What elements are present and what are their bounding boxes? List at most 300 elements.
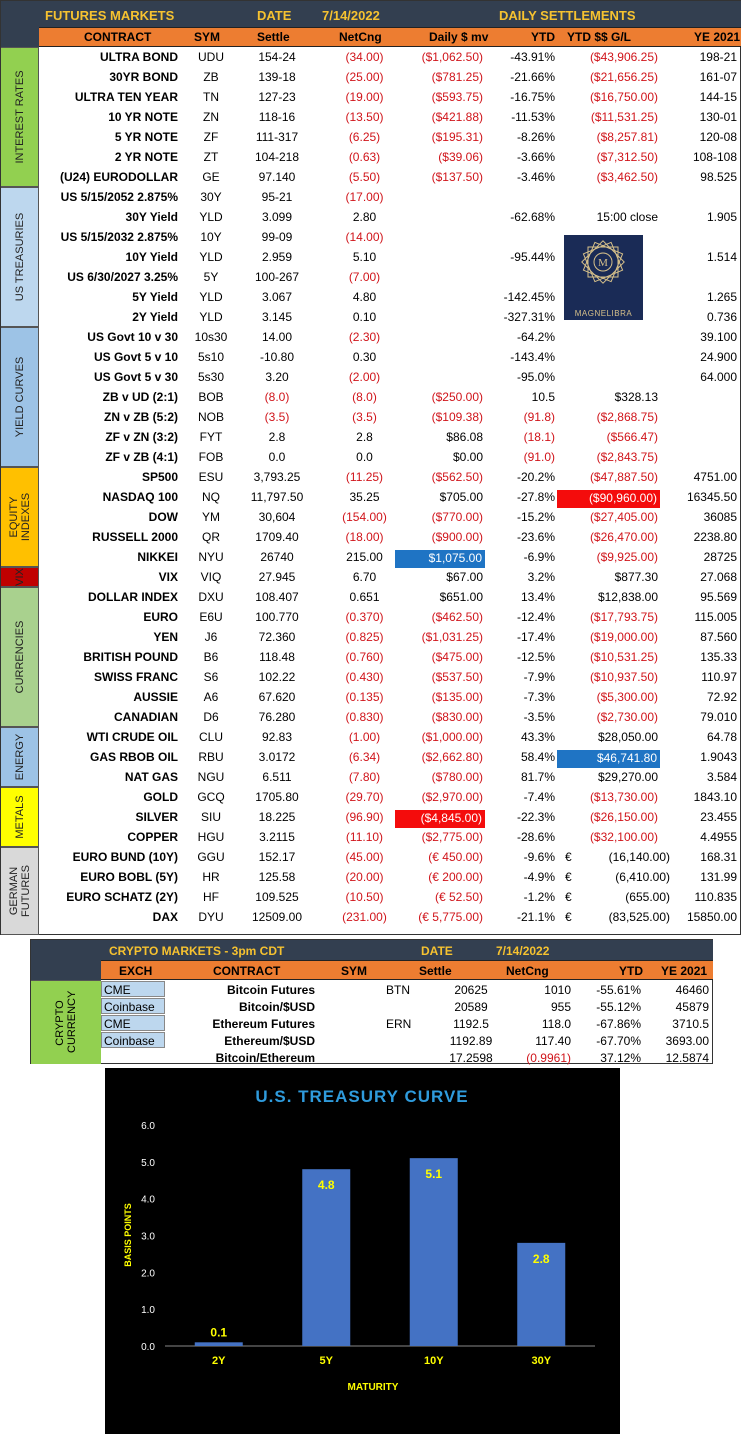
cell-gl: $877.30	[614, 570, 658, 584]
cell-dmv: $1,075.00	[395, 550, 485, 568]
table-row	[39, 327, 741, 347]
crypto-col-contract: CONTRACT	[213, 964, 281, 978]
cell-ytd: -27.8%	[516, 490, 555, 504]
cell-dmv: ($421.88)	[431, 110, 483, 124]
crypto-category-label	[54, 990, 78, 1053]
cell-gl: ($7,312.50)	[596, 150, 658, 164]
cell-name: EURO BOBL (5Y)	[80, 870, 178, 884]
cell-settle: 111-317	[255, 130, 299, 144]
cell-net: (11.25)	[345, 470, 384, 484]
table-row	[39, 907, 741, 927]
cell-net: 0.30	[352, 350, 377, 364]
table-row	[39, 67, 741, 87]
table-row	[39, 207, 741, 227]
cell-dmv: ($135.00)	[431, 690, 483, 704]
crypto-row	[101, 998, 713, 1015]
crypto-row	[101, 1049, 713, 1066]
cell-net: (0.430)	[345, 670, 384, 684]
crypto-cell-ytd: -67.86%	[596, 1017, 641, 1031]
cell-sym: FOB	[198, 450, 224, 464]
cell-ye: 72.92	[706, 690, 737, 704]
cell-net: 0.10	[352, 310, 377, 324]
cell-net: (96.90)	[345, 810, 384, 824]
crypto-cell-settle: 20589	[454, 1000, 488, 1014]
futures-title-bar	[39, 1, 741, 27]
cell-sym: ZF	[203, 130, 219, 144]
cell-sym: D6	[203, 710, 219, 724]
cell-ye: 39.100	[700, 330, 737, 344]
cell-ytd: -11.53%	[511, 110, 555, 124]
crypto-cell-ye: 12.5874	[665, 1051, 709, 1065]
cell-name: 2Y Yield	[132, 310, 178, 324]
cell-dmv: ($475.00)	[431, 650, 483, 664]
cell-net: (154.00)	[342, 510, 387, 524]
table-row	[39, 547, 741, 567]
cell-gl: ($43,906.25)	[589, 50, 658, 64]
table-row	[39, 607, 741, 627]
cell-name: US Govt 10 v 30	[87, 330, 178, 344]
cell-ytd: -3.66%	[516, 150, 555, 164]
cell-settle: 152.17	[258, 850, 296, 864]
cell-name: ULTRA BOND	[100, 50, 178, 64]
cell-ytd: 43.3%	[520, 730, 555, 744]
cell-gl: $28,050.00	[597, 730, 658, 744]
cell-settle: 1705.80	[255, 790, 299, 804]
cell-name: YEN	[153, 630, 178, 644]
cell-net: (3.5)	[352, 410, 377, 424]
cell-net: (2.00)	[348, 370, 381, 384]
crypto-cell-contract: Bitcoin Futures	[226, 983, 315, 997]
cell-name: ZF v ZN (3:2)	[105, 430, 178, 444]
category-energy	[1, 727, 39, 787]
cell-net: (19.00)	[345, 90, 384, 104]
crypto-col-netcng: NetCng	[506, 964, 549, 978]
cell-ye: 198-21	[699, 50, 737, 64]
cell-sym: RBU	[198, 750, 224, 764]
cell-ye: 79.010	[700, 710, 737, 724]
cell-name: US 5/15/2052 2.875%	[60, 190, 178, 204]
cell-gl: $29,270.00	[597, 770, 658, 784]
cell-dmv: ($900.00)	[431, 530, 483, 544]
crypto-cell-ye: 3693.00	[665, 1034, 709, 1048]
cell-sym: 5s30	[197, 370, 225, 384]
cell-sym: NOB	[197, 410, 224, 424]
cell-settle: 1709.40	[255, 530, 299, 544]
crypto-title-bar	[101, 940, 713, 960]
cell-settle: 3.0172	[258, 750, 296, 764]
cell-ytd: 58.4%	[520, 750, 555, 764]
category-label: YIELD CURVES	[13, 356, 26, 438]
category-label: US TREASURIES	[13, 212, 26, 302]
cell-sym: ESU	[198, 470, 224, 484]
cell-settle: 108.407	[255, 590, 299, 604]
cell-sym: HR	[202, 870, 220, 884]
cell-ye: 15850.00	[686, 910, 737, 924]
crypto-col-sym: SYM	[341, 964, 368, 978]
cell-gl: $12,838.00	[597, 590, 658, 604]
crypto-cell-sym: BTN	[386, 983, 410, 997]
cell-name: AUSSIE	[133, 690, 178, 704]
category-us-treasuries	[1, 187, 39, 327]
cell-gl: ($21,656.25)	[589, 70, 658, 84]
cell-name: WTI CRUDE OIL	[86, 730, 178, 744]
cell-settle: 99-09	[261, 230, 293, 244]
cell-settle: 12509.00	[251, 910, 303, 924]
table-row	[39, 567, 741, 587]
magnelibra-logo	[564, 235, 643, 320]
table-corner	[1, 1, 39, 47]
cell-dmv: ($39.06)	[438, 150, 483, 164]
cell-sym: DYU	[198, 910, 224, 924]
cell-gl: ($10,531.25)	[589, 650, 658, 664]
category-vix	[1, 567, 39, 587]
y-tick-label: 3.0	[141, 1231, 155, 1243]
cell-sym: NYU	[198, 550, 224, 564]
cell-settle: 97.140	[258, 170, 296, 184]
chart-title: U.S. TREASURY CURVE	[255, 1087, 469, 1106]
cell-net: (45.00)	[345, 850, 384, 864]
cell-dmv: ($137.50)	[431, 170, 483, 184]
cell-ye: 110.97	[701, 670, 737, 684]
cell-settle: 125.58	[258, 870, 296, 884]
cell-name: NASDAQ 100	[102, 490, 178, 504]
cell-net: (8.0)	[352, 390, 377, 404]
cell-ye: 28725	[703, 550, 737, 564]
euro-symbol: €	[565, 850, 572, 864]
crypto-cell-ytd: -55.12%	[596, 1000, 641, 1014]
cell-settle: 2.8	[268, 430, 286, 444]
cell-settle: (8.0)	[264, 390, 290, 404]
cell-settle: 154-24	[258, 50, 296, 64]
crypto-cell-exch: CME	[101, 981, 165, 997]
cell-settle: 104-218	[254, 150, 300, 164]
cell-dmv: ($4,845.00)	[395, 810, 485, 828]
crypto-cell-settle: 1192.89	[449, 1034, 493, 1048]
col-ye2021: YE 2021	[694, 30, 741, 44]
cell-name: 10Y Yield	[125, 250, 178, 264]
cell-dmv: ($2,775.00)	[421, 830, 483, 844]
cell-ye: 16345.50	[686, 490, 737, 504]
cell-name: RUSSELL 2000	[92, 530, 178, 544]
cell-ytd: 3.2%	[527, 570, 555, 584]
col-netcng: NetCng	[339, 30, 382, 44]
cell-sym: NGU	[197, 770, 225, 784]
cell-net: 4.80	[352, 290, 377, 304]
table-row	[39, 827, 741, 847]
cell-name: COPPER	[127, 830, 178, 844]
col-sym: SYM	[194, 30, 221, 44]
crypto-category	[31, 980, 101, 1064]
col-daily-mv: Daily $ mv	[429, 30, 489, 44]
cell-sym: YLD	[199, 310, 223, 324]
table-row	[39, 667, 741, 687]
cell-dmv: $651.00	[439, 590, 483, 604]
cell-ytd: -20.2%	[516, 470, 555, 484]
cell-name: BRITISH POUND	[83, 650, 178, 664]
cell-gl: ($32,100.00)	[589, 830, 658, 844]
logo-wordmark: MAGNELIBRA	[574, 309, 633, 318]
cell-gl: ($26,470.00)	[589, 530, 658, 544]
crypto-row	[101, 1015, 713, 1032]
col-contract: CONTRACT	[84, 30, 152, 44]
crypto-col-settle: Settle	[419, 964, 452, 978]
futures-column-headers	[39, 27, 741, 47]
cell-name: 30YR BOND	[109, 70, 178, 84]
cell-net: (17.00)	[345, 190, 384, 204]
cell-ytd: 10.5	[531, 390, 555, 404]
cell-net: 2.80	[352, 210, 377, 224]
y-tick-label: 1.0	[141, 1305, 155, 1317]
crypto-date: 7/14/2022	[496, 944, 550, 958]
table-row	[39, 687, 741, 707]
cell-ytd: -4.9%	[523, 870, 555, 884]
cell-gl: (6,410.00)	[615, 870, 670, 884]
cell-ytd: -3.46%	[516, 170, 555, 184]
cell-settle: 139-18	[258, 70, 296, 84]
cell-ye: 1.905	[706, 210, 737, 224]
cell-ytd: -21.1%	[516, 910, 555, 924]
cell-sym: YM	[202, 510, 220, 524]
table-row	[39, 727, 741, 747]
cell-settle: 14.00	[261, 330, 293, 344]
cell-net: (14.00)	[345, 230, 384, 244]
cell-sym: YLD	[199, 250, 223, 264]
cell-ytd: -9.6%	[523, 850, 555, 864]
category-yield-curves	[1, 327, 39, 467]
table-row	[39, 767, 741, 787]
cell-ye: 0.736	[706, 310, 737, 324]
crypto-cell-exch: Coinbase	[101, 998, 165, 1014]
cell-gl: ($17,793.75)	[589, 610, 658, 624]
cell-name: 2 YR NOTE	[114, 150, 178, 164]
cell-gl: ($8,257.81)	[596, 130, 658, 144]
crypto-title: CRYPTO MARKETS - 3pm CDT	[109, 944, 285, 958]
cell-net: (0.135)	[345, 690, 384, 704]
cell-name: NAT GAS	[124, 770, 178, 784]
cell-ytd: -28.6%	[516, 830, 555, 844]
bar	[195, 1342, 243, 1346]
y-tick-label: 5.0	[141, 1157, 155, 1169]
x-tick-label: 30Y	[531, 1355, 552, 1367]
cell-name: EURO	[143, 610, 178, 624]
cell-ytd: -12.5%	[516, 650, 555, 664]
cell-sym: GE	[202, 170, 220, 184]
cell-name: NIKKEI	[137, 550, 178, 564]
cell-name: (U24) EURODOLLAR	[59, 170, 178, 184]
cell-dmv: ($562.50)	[431, 470, 483, 484]
category-label: VIX	[13, 568, 26, 586]
table-row	[39, 407, 741, 427]
crypto-cell-ye: 46460	[675, 983, 709, 997]
cell-name: SP500	[141, 470, 178, 484]
cell-ytd: -64.2%	[516, 330, 555, 344]
cell-dmv: ($1,000.00)	[421, 730, 483, 744]
cell-sym: J6	[204, 630, 218, 644]
cell-name: US Govt 5 v 30	[93, 370, 178, 384]
cell-net: (6.25)	[348, 130, 381, 144]
cell-sym: S6	[203, 670, 219, 684]
cell-name: GOLD	[143, 790, 178, 804]
cell-settle: 76.280	[258, 710, 296, 724]
cell-dmv: ($537.50)	[431, 670, 483, 684]
data-label: 0.1	[210, 1325, 228, 1340]
cell-ytd: -15.2%	[516, 510, 555, 524]
table-row	[39, 87, 741, 107]
category-interest-rates	[1, 47, 39, 187]
date-label: DATE	[257, 8, 292, 23]
table-row	[39, 627, 741, 647]
cell-gl: ($11,531.25)	[590, 110, 658, 124]
cell-sym: ZB	[203, 70, 219, 84]
cell-net: (0.63)	[348, 150, 381, 164]
table-row	[39, 887, 741, 907]
cell-settle: 118-16	[258, 110, 296, 124]
cell-ytd: -7.9%	[523, 670, 555, 684]
table-row	[39, 847, 741, 867]
table-row	[39, 47, 741, 67]
category-label: METALS	[13, 795, 26, 839]
crypto-cell-contract: Bitcoin/Ethereum	[215, 1051, 315, 1065]
category-label: CURRENCIES	[13, 620, 26, 694]
cell-net: (10.50)	[345, 890, 384, 904]
cell-ytd: -142.45%	[503, 290, 555, 304]
cell-settle: 100-267	[254, 270, 300, 284]
table-row	[39, 807, 741, 827]
cell-dmv: $705.00	[439, 490, 483, 504]
cell-sym: TN	[203, 90, 219, 104]
crypto-table	[30, 939, 713, 1064]
cell-name: CANADIAN	[114, 710, 178, 724]
crypto-date-label: DATE	[421, 944, 453, 958]
cell-ytd: -23.6%	[516, 530, 555, 544]
cell-name: ULTRA TEN YEAR	[74, 90, 178, 104]
cell-name: ZN v ZB (5:2)	[103, 410, 178, 424]
cell-sym: A6	[203, 690, 219, 704]
cell-net: (0.370)	[345, 610, 384, 624]
cell-sym: 5Y	[203, 270, 219, 284]
cell-sym: 5s10	[197, 350, 225, 364]
euro-symbol: €	[565, 870, 572, 884]
crypto-cell-ye: 45879	[675, 1000, 709, 1014]
cell-gl: ($27,405.00)	[589, 510, 658, 524]
cell-gl: $328.13	[614, 390, 658, 404]
cell-ye: 1.265	[706, 290, 737, 304]
cell-gl: ($19,000.00)	[589, 630, 658, 644]
cell-settle: 27.945	[258, 570, 296, 584]
cell-sym: HF	[203, 890, 219, 904]
cell-ytd: -22.3%	[516, 810, 555, 824]
treasury-curve-chart	[105, 1068, 620, 1434]
cell-ytd: -95.0%	[516, 370, 555, 384]
table-row	[39, 787, 741, 807]
cell-gl: ($13,730.00)	[589, 790, 658, 804]
cell-sym: CLU	[198, 730, 223, 744]
table-row	[39, 747, 741, 767]
cell-dmv: (€ 5,775.00)	[418, 910, 483, 924]
crypto-cell-contract: Bitcoin/$USD	[238, 1000, 315, 1014]
cell-settle: 3,793.25	[253, 470, 301, 484]
cell-sym: 10Y	[200, 230, 222, 244]
cell-net: (11.10)	[345, 830, 384, 844]
crypto-cell-ytd: -67.70%	[596, 1034, 641, 1048]
cell-ye: 1.514	[706, 250, 737, 264]
cell-net: (7.00)	[348, 270, 381, 284]
cell-sym: VIQ	[200, 570, 222, 584]
cell-sym: UDU	[198, 50, 224, 64]
crypto-cell-ytd: 37.12%	[600, 1051, 641, 1065]
cell-net: 35.25	[349, 490, 380, 504]
cell-settle: 118.48	[259, 650, 295, 664]
cell-ytd: -21.66%	[510, 70, 555, 84]
cell-name: GAS RBOB OIL	[89, 750, 178, 764]
cell-ye: 168.31	[700, 850, 737, 864]
chart-svg	[105, 1068, 620, 1434]
cell-ytd: -7.4%	[523, 790, 555, 804]
cell-sym: QR	[202, 530, 220, 544]
cell-settle: 100.770	[255, 610, 299, 624]
cell-dmv: $86.08	[446, 430, 483, 444]
cell-net: (25.00)	[345, 70, 384, 84]
bar	[410, 1158, 458, 1346]
cell-sym: GCQ	[197, 790, 225, 804]
cell-name: ZB v UD (2:1)	[102, 390, 178, 404]
cell-ye: 3.584	[706, 770, 737, 784]
cell-gl: ($10,937.50)	[589, 670, 658, 684]
cell-ye: 24.900	[700, 350, 737, 364]
cell-ye: 64.000	[700, 370, 737, 384]
crypto-col-ytd: YTD	[619, 964, 643, 978]
cell-gl: (83,525.00)	[608, 910, 670, 924]
cell-settle: 67.620	[258, 690, 296, 704]
crypto-cell-contract: Ethereum/$USD	[224, 1034, 315, 1048]
crypto-column-headers	[101, 960, 713, 980]
cell-name: EURO SCHATZ (2Y)	[66, 890, 178, 904]
cell-net: (20.00)	[345, 870, 384, 884]
cell-sym: 30Y	[200, 190, 222, 204]
cell-ytd: -1.2%	[523, 890, 555, 904]
cell-ye: 98.525	[700, 170, 737, 184]
cell-dmv: (€ 200.00)	[428, 870, 483, 884]
crypto-cell-settle: 1192.5	[453, 1017, 489, 1031]
category-metals	[1, 787, 39, 847]
cell-gl: ($5,300.00)	[596, 690, 658, 704]
cell-gl: ($2,730.00)	[596, 710, 658, 724]
crypto-cell-net: 117.40	[535, 1034, 571, 1048]
cell-net: (0.760)	[345, 650, 384, 664]
cell-settle: 3.2115	[259, 830, 295, 844]
table-row	[39, 107, 741, 127]
data-label: 2.8	[532, 1251, 550, 1266]
cell-ye: 161-07	[699, 70, 737, 84]
crypto-corner	[31, 940, 101, 980]
cell-settle: 109.525	[255, 890, 299, 904]
cell-gl: (655.00)	[625, 890, 670, 904]
cell-ytd: (91.0)	[523, 450, 555, 464]
cell-name: VIX	[158, 570, 178, 584]
cell-ye: 95.569	[700, 590, 737, 604]
cell-net: (0.830)	[345, 710, 384, 724]
crypto-cell-sym: ERN	[386, 1017, 412, 1031]
cell-dmv: $67.00	[446, 570, 483, 584]
category-currencies	[1, 587, 39, 727]
cell-net: (231.00)	[342, 910, 387, 924]
crypto-cell-settle: 17.2598	[449, 1051, 493, 1065]
cell-settle: 92.83	[261, 730, 293, 744]
cell-name: 5Y Yield	[132, 290, 178, 304]
cell-dmv: ($593.75)	[431, 90, 483, 104]
cell-dmv: (€ 52.50)	[434, 890, 483, 904]
crypto-cell-exch: Coinbase	[101, 1032, 165, 1048]
